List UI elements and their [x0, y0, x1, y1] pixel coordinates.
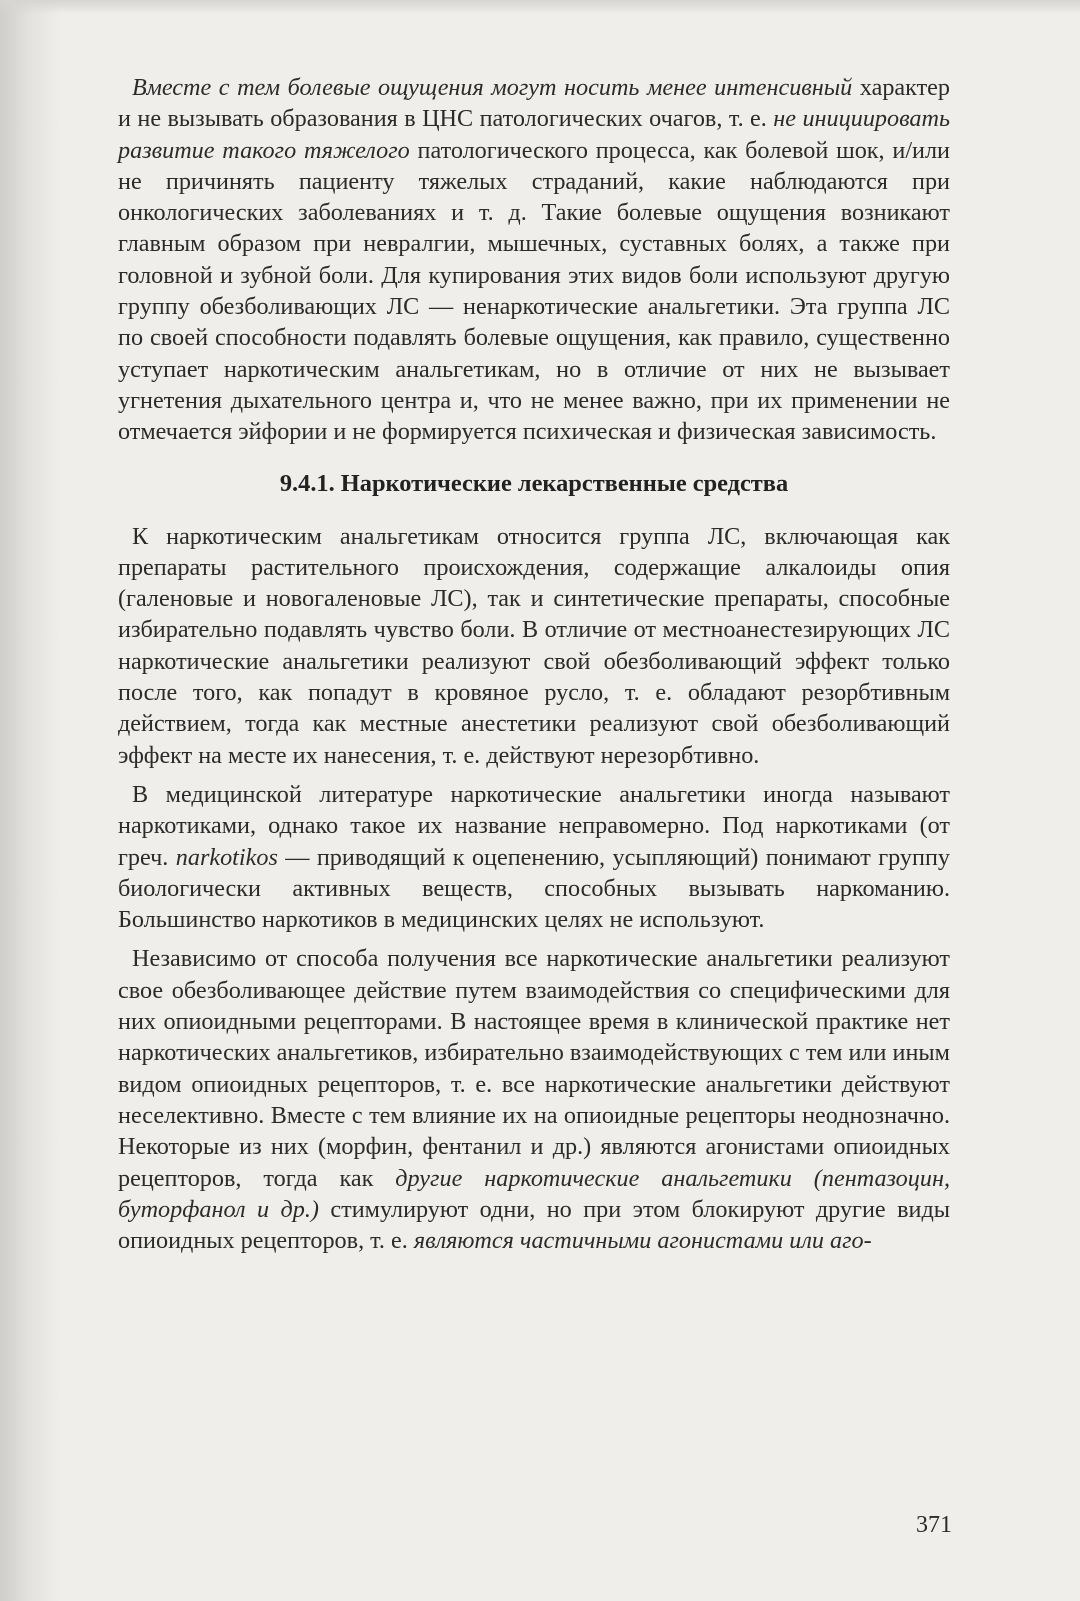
- paragraph-3-italic-term: narkotikos: [175, 843, 278, 871]
- paragraph-1-italic-mid: не инициировать развитие такого тяжелого: [118, 105, 951, 164]
- page-number: 371: [916, 1512, 952, 1538]
- section-heading: 9.4.1. Наркотические лекарственные средства: [279, 469, 789, 497]
- binding-shadow: [0, 0, 60, 1601]
- page-text: [118, 72, 950, 1256]
- paragraph-1-italic-lead: Вместе с тем болевые ощущения могут носить менее интенсивный: [132, 74, 853, 101]
- paragraph-4-text-b: стимулируют одни, но при этом блокируют другие виды опиоидных рецепторов, т. е.: [118, 1195, 950, 1255]
- top-edge-shadow: [0, 0, 1080, 14]
- paragraph-4-italic-a: другие наркотические анальгетики (пентазоцин, буторфанол и др.): [118, 1164, 950, 1223]
- paragraph-3-text-b: — приводящий к оцепенению, усыпляющий) понимают группу биологически активных веществ, способных вызывать наркоманию. Большинство наркотиков в медицинских целях не используют.: [118, 843, 951, 934]
- paragraph-4-text-a: Независимо от способа получения все наркотические анальгетики реализуют свое обезболивающее действие путем взаимодействия со специфическими для них опиоидными рецепторами. В настоящее время в клинической практике нет наркотических анальгетиков, избирательно взаимодействующих с тем или иным видом опиоидных рецепторов, т. е. все наркотические анальгетики действуют неселективно. Вместе с тем влияние их на опиоидные рецепторы неоднозначно. Некоторые из них (морфин, фентанил и др.) являются агонистами опиоидных рецепторов, тогда как: [118, 945, 950, 1192]
- paragraph-1: [118, 72, 950, 448]
- paragraph-4-italic-b: являются частичными агонистами или аго-: [413, 1227, 872, 1255]
- paragraph-1-text-b: патологического процесса, как болевой шок, и/или не причинять пациенту тяжелых страданий, какие наблюдаются при онкологических заболеваниях и т. д. Такие болевые ощущения возникают главным образом при невралгии, мышечных, суставных болях, а также при головной и зубной боли. Для купирования этих видов боли используют другую группу обезболивающих ЛС — ненаркотические анальгетики. Эта группа ЛС по своей способности подавлять болевые ощущения, как правило, существенно уступает наркотическим анальгетикам, но в отличие от них не вызывает угнетения дыхательного центра и, что не менее важно, при их применении не отмечается эйфории и не формируется психическая и физическая зависимость.: [118, 136, 951, 446]
- paragraph-3: [118, 779, 950, 935]
- paragraph-4: [118, 943, 950, 1256]
- paragraph-3-text-a: В медицинской литературе наркотические анальгетики иногда называют наркотиками, однако такое их название неправомерно. Под наркотиками (от греч.: [118, 780, 950, 871]
- paragraph-1-text-a: характер и не вызывать образования в ЦНС патологических очагов, т. е.: [118, 74, 951, 133]
- paragraph-2: К наркотическим анальгетикам относится группа ЛС, включающая как препараты растительного происхождения, содержащие алкалоиды опия (галеновые и новогаленовые ЛС), так и синтетические препараты, способные избирательно подавлять чувство боли. В отличие от местноанестезирующих ЛС наркотические анальгетики реализуют свой обезболивающий эффект только после того, как попадут в кровяное русло, т. е. обладают резорбтивным действием, тогда как местные анестетики реализуют свой обезболивающий эффект на месте их нанесения, т. е. действуют нерезорбтивно.: [118, 522, 950, 769]
